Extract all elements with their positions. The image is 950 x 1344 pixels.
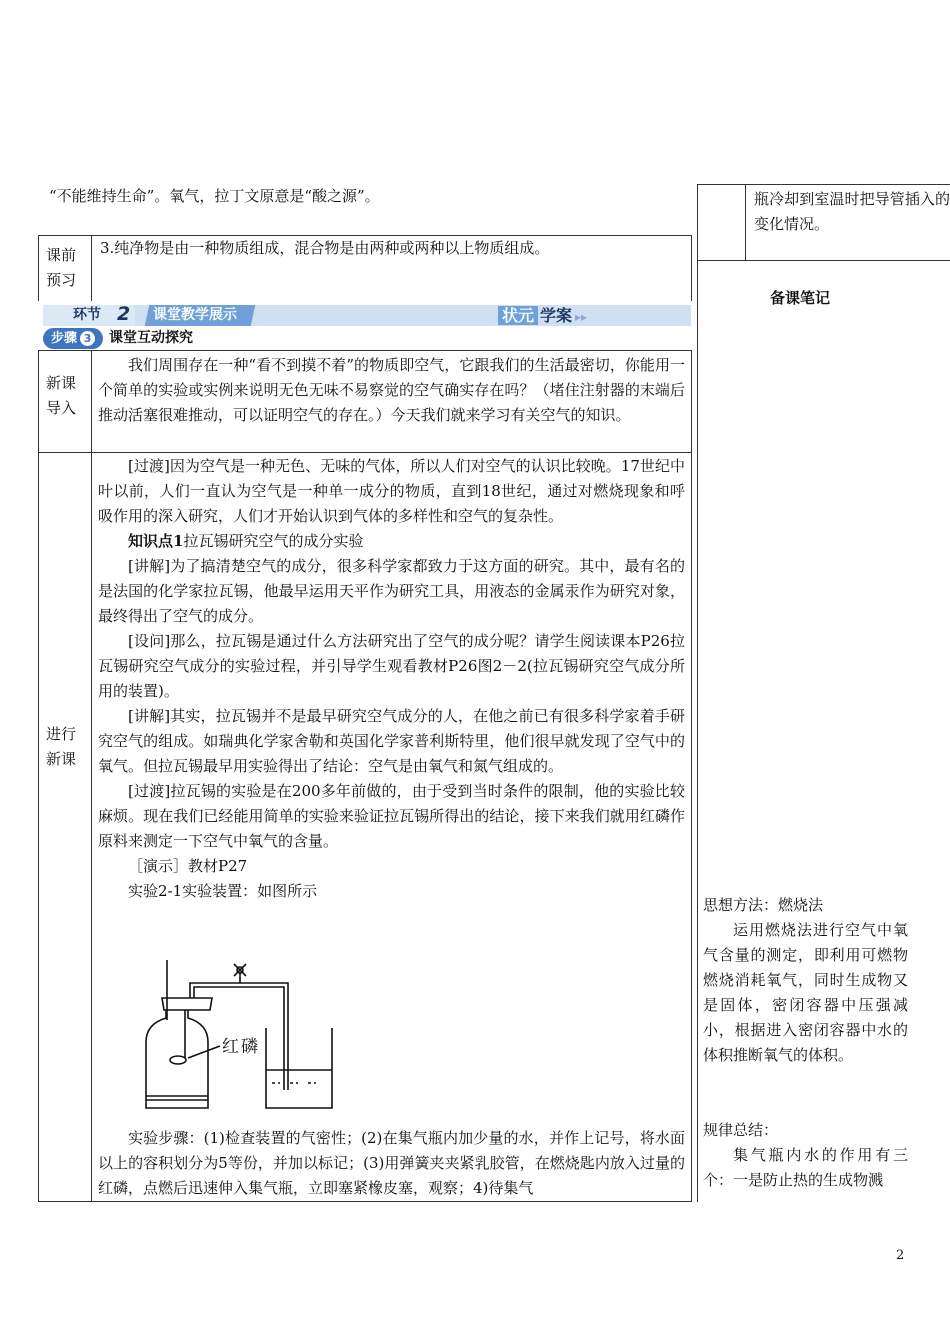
main-col-divider [91,350,92,1202]
knowledge-point [98,529,685,554]
intro-label: 新课导入 [46,374,77,417]
preview-label: 课前预习 [46,246,77,289]
side-rule-text: 集气瓶内水的作用有三个：一是防止热的生成物溅 [703,1146,908,1189]
preview-text: 3.纯净物是由一种物质组成，混合物是由两种或两种以上物质组成。 [100,239,550,257]
lesson-paragraph-1: [过渡]因为空气是一种无色、无味的气体，所以人们对空气的认识比较晚。17世纪中叶以前，人们一直认为空气是一种单一成分的物质，直到18世纪，通过对燃烧现象和呼吸作用的深入研究，人们才开始认识到气体的多样性和空气的复杂性。 [98,457,685,525]
right-table-divider [745,184,746,260]
lesson-apparatus: 实验2-1实验装置：如图所示 [128,882,318,900]
side-method-text: 运用燃烧法进行空气中氧气含量的测定，即利用可燃物燃烧消耗氧气，同时生成物又是固体，密闭容器中压强减小，根据进入密闭容器中水的体积推断氧气的体积。 [703,921,908,1064]
step-title: 课堂互动探究 [109,330,194,346]
notes-title: 备课笔记 [770,289,831,307]
step-pill-text: 步骤 [51,331,78,346]
knowledge-point-number: 知识点1 [128,532,184,550]
lesson-paragraph-3: [设问]那么，拉瓦锡是通过什么方法研究出了空气的成分呢？请学生阅读课本P26拉瓦锡研究空气成分的实验过程，并引导学生观看教材P26图2－2(拉瓦锡研究空气成分所用的装置)。 [98,632,685,700]
banner-title-text: 课堂教学展示 [153,307,237,323]
lesson-paragraph-2: [讲解]为了搞清楚空气的成分，很多科学家都致力于这方面的研究。其中，最有名的是法国的化学家拉瓦锡，他最早运用天平作为研究工具，用液态的金属汞作为研究对象，最终得出了空气的成分。 [98,557,685,625]
preview-divider [91,235,92,301]
red-phosphorus-label: 红磷 [222,1037,260,1057]
banner-lead: 环节 [43,305,135,326]
lesson-steps: 实验步骤：(1)检查装置的气密性；(2)在集气瓶内加少量的水，并作上记号，将水面以上的容积划分为5等份，并加以标记；(3)用弹簧夹夹紧乳胶管，在燃烧匙内放入过量的红磷，点燃后迅速伸入集气瓶，立即塞紧橡皮塞，观察；4)待集气 [98,1129,685,1197]
knowledge-point-title: 拉瓦锡研究空气的成分实验 [183,532,364,550]
main-border-left [38,350,39,1202]
right-table-border-left [697,184,698,260]
lesson-body [98,454,685,904]
main-border-right [691,350,692,1202]
preview-border-left [38,235,39,301]
banner-brand-a: 状元 [498,306,538,325]
main-border-bottom [38,1201,692,1202]
right-table-border-top [697,184,950,185]
main-border-top [38,350,692,351]
section-banner [43,305,691,326]
double-arrow-icon: ▸▸ [575,310,588,324]
lesson-demo: ［演示］教材P27 [128,857,248,875]
main-row-divider [38,452,692,453]
right-table-text: 瓶冷却到室温时把导管插入的变化情况。 [754,190,950,233]
preview-border-right [691,235,692,301]
banner-brand-b: 学案 [540,306,573,325]
side-method-title: 思想方法：燃烧法 [703,896,824,914]
page-number: 2 [896,1248,905,1263]
side-rule-title: 规律总结： [703,1121,779,1139]
step-number: 3 [80,331,95,346]
lesson-paragraph-5: [过渡]拉瓦锡的实验是在200多年前做的，由于受到当时条件的限制，他的实验比较麻烦。现在我们已经能用简单的实验来验证拉瓦锡所得出的结论，接下来我们就用红磷作原料来测定一下空气中氧气的含量。 [98,782,685,850]
banner-number: 2 [117,303,131,325]
right-table-border-bottom [697,260,950,261]
step-header [43,328,193,349]
lesson-label: 进行新课 [46,725,77,768]
intro-text: 我们周围存在一种“看不到摸不着”的物质即空气，它跟我们的生活最密切，你能用一个简单的实验或实例来说明无色无味不易察觉的空气确实存在吗？（堵住注射器的末端后推动活塞很难推动，可以证明空气的存在。）今天我们就来学习有关空气的知识。 [98,356,685,424]
lesson-paragraph-4: [讲解]其实，拉瓦锡并不是最早研究空气成分的人，在他之前已有很多科学家着手研究空气的组成。如瑞典化学家舍勒和英国化学家普利斯特里，他们很早就发现了空气中的氧气。但拉瓦锡最早用实验得出了结论：空气是由氧气和氮气组成的。 [98,707,685,775]
notes-col-border [697,260,698,1202]
step-pill [43,328,103,349]
banner-title [145,305,255,326]
continued-text: “不能维持生命”。氧气，拉丁文原意是“酸之源”。 [49,187,380,205]
banner-brand [498,305,587,326]
